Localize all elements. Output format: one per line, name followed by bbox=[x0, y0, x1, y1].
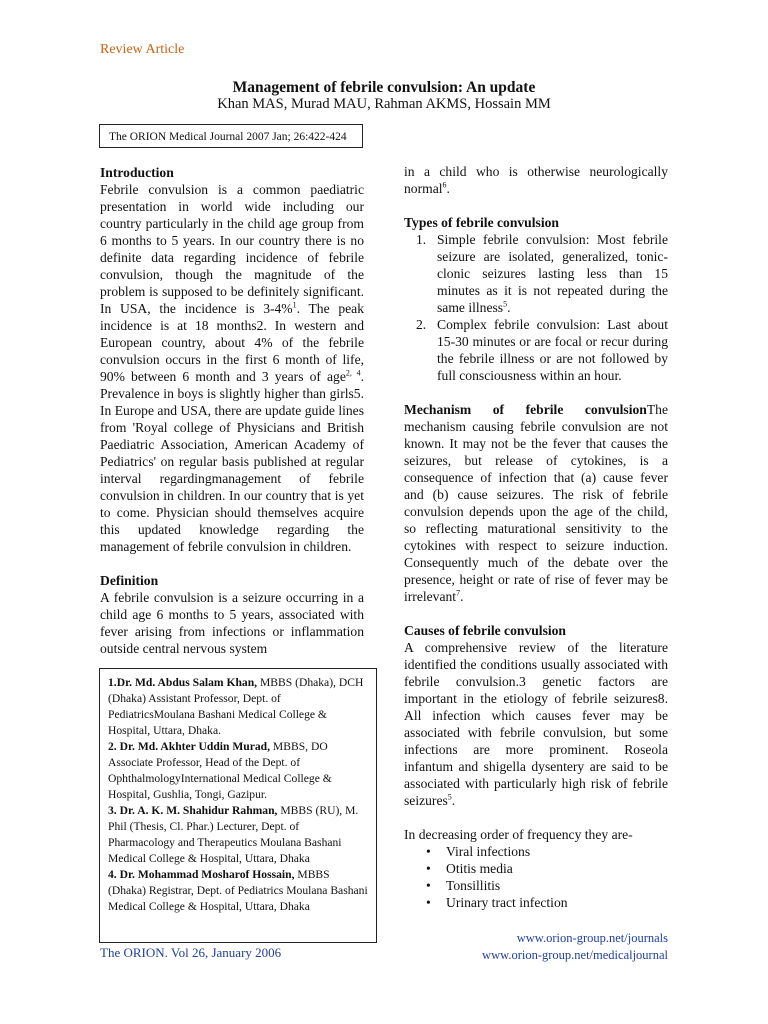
mechanism-ref: 7 bbox=[456, 588, 461, 598]
affiliation-3-detail: MBBS (RU), M. Phil (Thesis, Cl. Phar.) Lecturer, Dept. of Pharmacology and Therapeutics Moulana Bashani Medical College & Hospital, Uttara, Dhaka bbox=[108, 804, 359, 865]
affiliation-4 bbox=[108, 867, 368, 915]
mechanism-end: . bbox=[460, 589, 464, 604]
definition-continued-text: in a child who is otherwise neurologically normal bbox=[404, 164, 668, 196]
affiliation-3-name: 3. Dr. A. K. M. Shahidur Rahman, bbox=[108, 804, 278, 817]
citation-box: The ORION Medical Journal 2007 Jan; 26:422-424 bbox=[99, 124, 363, 148]
right-column bbox=[404, 163, 668, 911]
affiliation-2 bbox=[108, 739, 368, 803]
type-2-text: Complex febrile convulsion: Last about 15-30 minutes or are focal or recur during the febrile illness or are not followed by full consciousness within an hour. bbox=[437, 317, 668, 383]
causes-heading: Causes of febrile convulsion bbox=[404, 623, 566, 638]
affiliation-2-name: 2. Dr. Md. Akhter Uddin Murad, bbox=[108, 740, 271, 753]
author-list: Khan MAS, Murad MAU, Rahman AKMS, Hossain MM bbox=[217, 96, 551, 112]
causes-list bbox=[404, 843, 668, 911]
intro-text-a: Febrile convulsion is a common paediatric presentation in world wide including our country particularly in the child age group from 6 months to 5 years. In our country there is no definite data regarding incidence of febrile convulsion, though the magnitude of the problem is supposed to be definitely significant. In USA, the incidence is 3-4% bbox=[100, 182, 364, 316]
section-label: Review Article bbox=[100, 42, 185, 57]
definition-continued bbox=[404, 163, 668, 197]
type-1-end: . bbox=[507, 300, 511, 315]
causes-paragraph bbox=[404, 639, 668, 809]
list-item: • Otitis media bbox=[404, 860, 668, 877]
footer-journal: The ORION. Vol 26, January 2006 bbox=[100, 945, 282, 960]
intro-paragraph bbox=[100, 181, 364, 555]
causes-ref: 5 bbox=[447, 792, 452, 802]
article-title: Management of febrile convulsion: An update bbox=[232, 79, 536, 96]
causes-list-intro: In decreasing order of frequency they are- bbox=[404, 827, 633, 842]
types-heading: Types of febrile convulsion bbox=[404, 215, 559, 230]
list-item: • Urinary tract infection bbox=[404, 894, 668, 911]
intro-ref-b: 2, 4 bbox=[345, 368, 361, 378]
list-item: • Viral infections bbox=[404, 843, 668, 860]
types-list bbox=[404, 231, 668, 384]
definition-end: . bbox=[446, 181, 450, 196]
affiliation-2-detail: MBBS, DO Associate Professor, Head of the Dept. of OphthalmologyInternational Medical College & Hospital, Gushlia, Tongi, Gazipur. bbox=[108, 740, 332, 801]
intro-text-b: . The peak incidence is at 18 months2. In western and European country, about 4% of the febrile convulsion occurs in the first 6 month of life, 90% between 6 month and 3 years of age bbox=[100, 301, 364, 384]
list-item bbox=[404, 231, 668, 316]
type-1-text: Simple febrile convulsion: Most febrile seizure are isolated, generalized, tonic-clonic seizures lasting less than 15 minutes as it is not repeated during the same illness bbox=[437, 232, 668, 315]
definition-heading: Definition bbox=[100, 573, 159, 588]
affiliation-1-detail: MBBS (Dhaka), DCH (Dhaka) Assistant Professor, Dept. of PediatricsMoulana Bashani Medical College & Hospital, Uttara, Dhaka. bbox=[108, 676, 364, 737]
affiliation-4-detail: MBBS (Dhaka) Registrar, Dept. of Pediatrics Moulana Bashani Medical College & Hospital, Uttara, Dhaka bbox=[108, 868, 368, 913]
affiliation-3 bbox=[108, 803, 368, 867]
intro-heading: Introduction bbox=[100, 165, 174, 180]
mechanism-text: The mechanism causing febrile convulsion are not known. It may not be the fever that causes the seizures, but release of cytokines, is a consequence of infection that (a) cause fever and (b) cause seizures. The risk of febrile convulsion depends upon the age of the child, so reflecting maturational sensitivity to the cytokines with respect to seizure induction. Consequently much of the debate over the presence, height or rate of rise of fever may be irrelevant bbox=[404, 402, 668, 604]
affiliation-4-name: 4. Dr. Mohammad Mosharof Hossain, bbox=[108, 868, 295, 881]
mechanism-heading: Mechanism of febrile convulsion bbox=[404, 402, 647, 417]
affiliation-1 bbox=[108, 675, 368, 739]
list-number: 1. bbox=[416, 232, 427, 247]
type-1-ref: 5 bbox=[503, 299, 508, 309]
definition-text: A febrile convulsion is a seizure occurring in a child age 6 months to 5 years, associated with fever arising from infections or inflammation outside central nervous system bbox=[100, 590, 364, 656]
left-column bbox=[100, 164, 364, 657]
causes-end: . bbox=[451, 793, 456, 808]
definition-ref: 6 bbox=[442, 180, 447, 190]
causes-text: A comprehensive review of the literature identified the conditions usually associated with febrile convulsion.3 genetic factors are important in the etiology of febrile seizures8. All infection which causes fever may be associated with febrile convulsion, but some infections are more prominent. Roseola infantum and shigella dysentery are said to be associated with particularly high risk of febrile seizures bbox=[404, 640, 668, 808]
footer-url-journals[interactable]: www.orion-group.net/journals bbox=[516, 931, 668, 945]
footer-url-medicaljournal[interactable]: www.orion-group.net/medicaljournal bbox=[482, 948, 668, 962]
intro-text-c: . Prevalence in boys is slightly higher than girls5. In Europe and USA, there are update guide lines from 'Royal college of Physicians and British Paediatric Association, American Academy of Pediatrics' on regular basis published at regular interval regardingmanagement of febrile convulsion in children. In our country that is yet to come. Physician should themselves acquire this updated knowledge regarding the management of febrile convulsion in children. bbox=[100, 369, 365, 554]
affiliation-1-name: 1.Dr. Md. Abdus Salam Khan, bbox=[108, 676, 258, 689]
list-number: 2. bbox=[416, 317, 427, 332]
affiliation-box bbox=[99, 668, 377, 943]
list-item bbox=[404, 316, 668, 384]
list-item: • Tonsillitis bbox=[404, 877, 668, 894]
intro-ref-a: 1 bbox=[292, 300, 297, 310]
mechanism-paragraph bbox=[404, 401, 668, 605]
